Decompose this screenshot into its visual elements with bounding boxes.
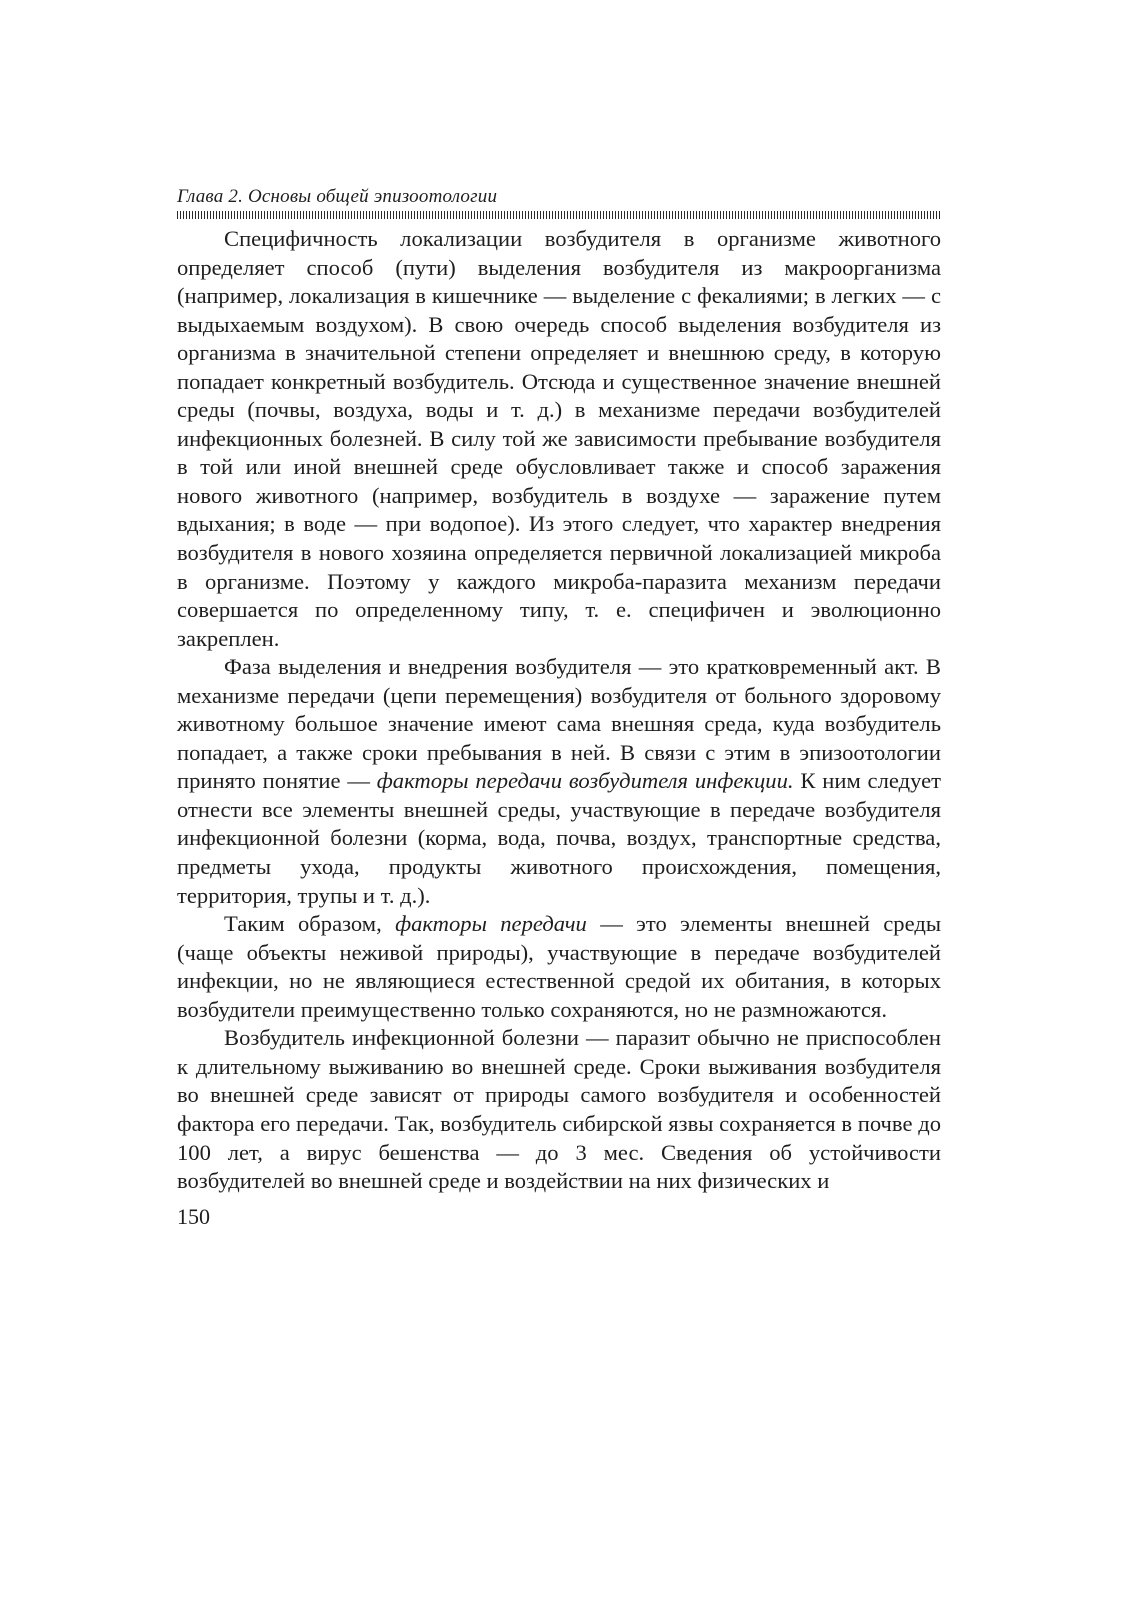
paragraph-4: Возбудитель инфекционной болезни — паразит обычно не приспособлен к длительному выживанию во внешней среде. Сроки выживания возбудителя во внешней среде зависят от природы самого возбудителя и особенностей фактора его передачи. Так, возбудитель сибирской язвы сохраняется в почве до 100 лет, а вирус бешенства — до 3 мес. Сведения об устойчивости возбудителей во внешней среде и воздействии на них физических и <box>177 1025 941 1194</box>
paragraph-2-start: Фаза выделения и внедрения возбудителя — это кратковременный акт. В механизме передачи (цепи перемещения) возбудителя от больного здоровому животному большое значение имеют сама внешняя среда, куда возбудитель попадает, а также сроки пребывания в ней. В связи с этим в эпизоотологии принято понятие — <box>177 654 941 794</box>
paragraph-3 <box>177 910 941 1024</box>
book-page <box>177 186 941 1230</box>
page-number: 150 <box>177 1203 210 1229</box>
term-transmission-factors-of-pathogen: факторы передачи возбудителя инфекции. <box>376 768 794 794</box>
running-head: Глава 2. Основы общей эпизоотологии <box>177 186 498 207</box>
header-rule <box>177 211 941 219</box>
paragraph-2-end: К ним следует отнести все элементы внешней среды, участвующие в передаче возбудителя инфекционной болезни (корма, вода, почва, воздух, транспортные средства, предметы ухода, продукты животного происхождения, помещения, территория, трупы и т. д.). <box>177 768 941 908</box>
paragraph-1: Специфичность локализации возбудителя в организме животного определяет способ (пути) выделения возбудителя из макроорганизма (например, локализация в кишечнике — выделение с фекалиями; в легких — с выдыхаемым воздухом). В свою очередь способ выделения возбудителя из организма в значительной степени определяет и внешнюю среду, в которую попадает конкретный возбудитель. Отсюда и существенное значение внешней среды (почвы, воздуха, воды и т. д.) в механизме передачи возбудителей инфекционных болезней. В силу той же зависимости пребывание возбудителя в той или иной внешней среде обусловливает также и способ заражения нового животного (например, возбудитель в воздухе — заражение путем вдыхания; в воде — при водопое). Из этого следует, что характер внедрения возбудителя в нового хозяина определяется первичной локализацией микроба в организме. Поэтому у каждого микроба-паразита механизм передачи совершается по определенному типу, т. е. специфичен и эволюционно закреплен. <box>177 226 941 651</box>
paragraph-3-end: — это элементы внешней среды (чаще объекты неживой природы), участвующие в передаче возбудителей инфекции, но не являющиеся естественной средой их обитания, в которых возбудители преимущественно только сохраняются, но не размножаются. <box>177 911 941 1022</box>
body-text <box>177 225 941 1196</box>
paragraph-3-start: Таким образом, <box>224 911 396 937</box>
term-transmission-factors: факторы передачи <box>395 911 587 937</box>
paragraph-2 <box>177 653 941 910</box>
